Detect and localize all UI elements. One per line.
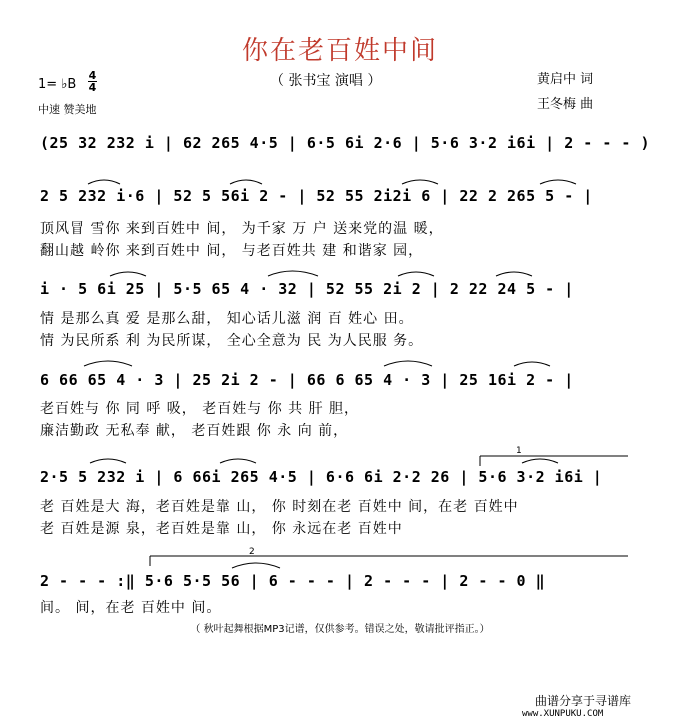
lyricist-credit: 黄启中 词: [537, 72, 594, 87]
notation-row-1: (25 32 232 i | 62 265 4·5 | 6·5 6i 2·6 | 5·6 3·2 i6i | 2 - - - ): [40, 134, 650, 152]
lyrics-row-5-verse-1: 老 百姓是大 海，老百姓是靠 山， 你 时刻在老 百姓中 间，在老 百姓中: [40, 499, 519, 515]
notation-row-3: i · 5 6i 25 | 5·5 65 4 · 32 | 52 55 2i 2 | 2 22 24 5 - |: [40, 280, 574, 298]
volta-second-bracket: [150, 556, 628, 566]
watermark-line-2: www.XUNPUKU.COM: [522, 709, 604, 719]
notation-row-4: 6 66 65 4 · 3 | 25 2i 2 - | 66 6 65 4 · 3 | 25 16i 2 - |: [40, 371, 574, 389]
lyrics-row-2-verse-1: 顶风冒 雪你 来到百姓中 间， 为千家 万 户 送来党的温 暖，: [40, 221, 444, 237]
meter-bottom: 4: [88, 81, 97, 94]
watermark-line-1: 曲谱分享于寻谱库: [535, 694, 632, 708]
volta-first-label: 1: [516, 446, 522, 456]
transcription-note: （ 秋叶起舞根据MP3记谱，仅供参考。错误之处，敬请批评指正。）: [190, 624, 490, 635]
lyrics-row-4-verse-1: 老百姓与 你 同 呼 吸， 老百姓与 你 共 肝 胆，: [40, 401, 360, 417]
key-signature: 1= ♭B: [38, 77, 77, 92]
notation-row-6: 2 - - - :‖ 5·6 5·5 56 | 6 - - - | 2 - - - | 2 - - 0 ‖: [40, 572, 546, 590]
song-title: 你在老百姓中间: [241, 36, 438, 66]
notation-row-5: 2·5 5 232 i | 6 66i 265 4·5 | 6·6 6i 2·2 26 | 5·6 3·2 i6i |: [40, 468, 603, 486]
lyrics-row-5-verse-2: 老 百姓是源 泉，老百姓是靠 山， 你 永远在老 百姓中: [40, 521, 403, 537]
lyrics-row-4-verse-2: 廉洁勤政 无私奉 献， 老百姓跟 你 永 向 前，: [40, 423, 349, 439]
lyrics-row-6: 间。 间，在老 百姓中 间。: [40, 600, 222, 616]
tempo-marking: 中速 赞美地: [38, 103, 97, 116]
lyrics-row-3-verse-2: 情 为民所系 利 为民所谋， 全心全意为 民 为人民服 务。: [40, 333, 424, 349]
meter-top: 4: [88, 69, 97, 82]
singer-credit: （ 张书宝 演唱 ）: [270, 73, 382, 89]
lyrics-row-3-verse-1: 情 是那么真 爱 是那么甜， 知心话儿滋 润 百 姓心 田。: [40, 311, 414, 327]
notation-row-2: 2 5 232 i·6 | 52 5 56i 2 - | 52 55 2i2i 6 | 22 2 265 5 - |: [40, 187, 593, 205]
slur-marks: [84, 180, 576, 568]
lyrics-row-2-verse-2: 翻山越 岭你 来到百姓中 间， 与老百姓共 建 和谐家 园，: [40, 243, 424, 259]
volta-second-label: 2: [249, 547, 255, 557]
composer-credit: 王冬梅 曲: [537, 97, 594, 112]
